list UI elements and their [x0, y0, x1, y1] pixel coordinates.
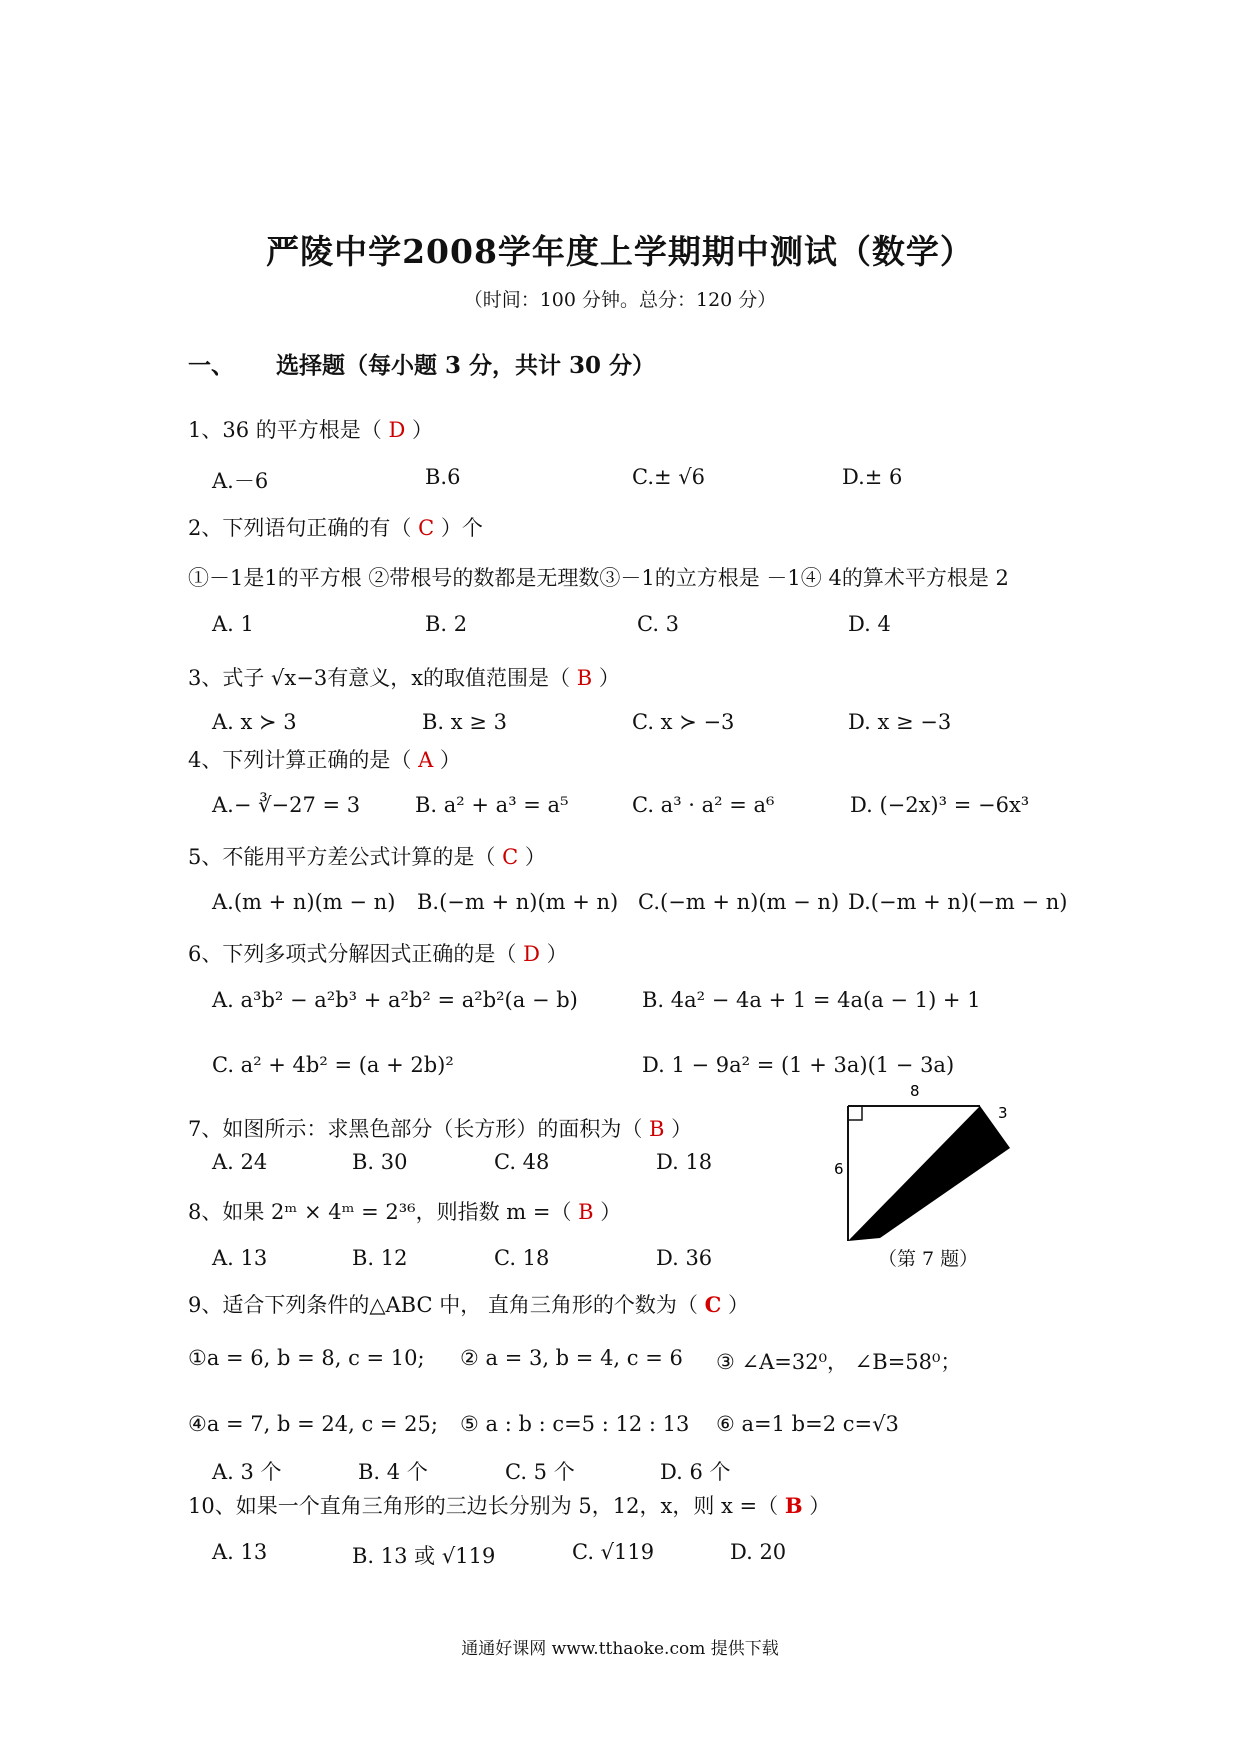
q1-option-c: C.± √6: [632, 465, 706, 489]
page-title: 严陵中学2008学年度上学期期中测试（数学）: [266, 232, 974, 271]
figure-caption: （第 7 题）: [878, 1248, 979, 1270]
q5-option-b: B.(−m + n)(m + n): [417, 890, 619, 914]
question-6: 6、下列多项式分解因式正确的是（ D ）: [188, 942, 568, 966]
q1-option-a: A.－6: [212, 469, 269, 493]
q7-option-c: C. 48: [494, 1150, 550, 1174]
q6-option-b: B. 4a² − 4a + 1 = 4a(a − 1) + 1: [642, 988, 981, 1012]
q4-option-d: D. (−2x)³ = −6x³: [850, 793, 1030, 817]
q2-option-b: B. 2: [425, 612, 468, 636]
q9-condition-4: ④a = 7, b = 24, c = 25;: [188, 1412, 438, 1436]
q6-option-c: C. a² + 4b² = (a + 2b)²: [212, 1053, 454, 1077]
answer-1: D: [388, 418, 406, 442]
q9-condition-6: ⑥ a=1 b=2 c=√3: [716, 1412, 899, 1436]
figure-label-top: 8: [910, 1082, 920, 1100]
q9-option-c: C. 5 个: [505, 1460, 575, 1484]
q5-option-a: A.(m + n)(m − n): [212, 890, 396, 914]
q4-option-c: C. a³ · a² = a⁶: [632, 793, 775, 817]
q3-option-a: A. x ≻ 3: [212, 710, 297, 734]
question-3: 3、式子 √x−3有意义，x的取值范围是（ B ）: [188, 666, 620, 690]
answer-4: A: [418, 748, 434, 772]
q10-option-a: A. 13: [212, 1540, 268, 1564]
q9-condition-5: ⑤ a : b : c=5 : 12 : 13: [460, 1412, 690, 1436]
q5-option-c: C.(−m + n)(m − n): [638, 890, 840, 914]
q9-option-b: B. 4 个: [358, 1460, 428, 1484]
question-1: 1、36 的平方根是（ D ）: [188, 418, 433, 442]
question-7-figure: [820, 1078, 1020, 1264]
q7-option-a: A. 24: [212, 1150, 268, 1174]
question-2: 2、下列语句正确的有（ C ）个: [188, 516, 483, 540]
q2-option-c: C. 3: [637, 612, 680, 636]
q4-option-b: B. a² + a³ = a⁵: [415, 793, 569, 817]
q9-condition-2: ② a = 3, b = 4, c = 6: [460, 1346, 683, 1370]
exam-info: （时间：100 分钟。总分：120 分）: [463, 289, 777, 311]
q3-option-d: D. x ≥ −3: [848, 710, 952, 734]
q9-condition-3: ③ ∠A=32⁰， ∠B=58⁰；: [716, 1350, 962, 1374]
black-rectangle: [848, 1106, 1010, 1241]
q6-option-d: D. 1 − 9a² = (1 + 3a)(1 − 3a): [642, 1053, 955, 1077]
q3-option-b: B. x ≥ 3: [422, 710, 507, 734]
q5-option-d: D.(−m + n)(−m − n): [848, 890, 1068, 914]
question-8: 8、如果 2ᵐ × 4ᵐ = 2³⁶，则指数 m =（ B ）: [188, 1200, 622, 1224]
q10-option-b: B. 13 或 √119: [352, 1544, 496, 1568]
answer-5: C: [502, 845, 519, 869]
q8-option-a: A. 13: [212, 1246, 268, 1270]
q4-option-a: A.− ∛−27 = 3: [212, 793, 361, 817]
footer-credit: 通通好课网 www.tthaoke.com 提供下载: [461, 1639, 779, 1659]
q10-option-c: C. √119: [572, 1540, 655, 1564]
section-number: 一、: [188, 352, 234, 379]
q9-option-d: D. 6 个: [660, 1460, 731, 1484]
figure-label-right: 3: [998, 1104, 1008, 1122]
answer-9: C: [704, 1292, 722, 1317]
q10-option-d: D. 20: [730, 1540, 787, 1564]
answer-10: B: [784, 1493, 803, 1518]
answer-8: B: [578, 1200, 594, 1224]
question-10: 10、如果一个直角三角形的三边长分别为 5，12，x，则 x =（ B ）: [188, 1493, 831, 1518]
q1-option-d: D.± 6: [842, 465, 903, 489]
q9-condition-1: ①a = 6, b = 8, c = 10;: [188, 1346, 425, 1370]
question-9: 9、适合下列条件的△ABC 中， 直角三角形的个数为（ C ）: [188, 1292, 750, 1317]
q6-option-a: A. a³b² − a²b³ + a²b² = a²b²(a − b): [212, 988, 578, 1012]
answer-3: B: [576, 666, 593, 690]
q7-option-b: B. 30: [352, 1150, 408, 1174]
section-title: 选择题（每小题 3 分，共计 30 分）: [276, 352, 656, 379]
figure-label-left: 6: [834, 1160, 844, 1178]
q1-option-b: B.6: [425, 465, 461, 489]
q8-option-c: C. 18: [494, 1246, 550, 1270]
answer-7: B: [649, 1117, 665, 1141]
question-7: 7、如图所示：求黑色部分（长方形）的面积为（ B ）: [188, 1117, 693, 1141]
q8-option-b: B. 12: [352, 1246, 408, 1270]
answer-6: D: [523, 942, 540, 966]
q8-option-d: D. 36: [656, 1246, 713, 1270]
q7-option-d: D. 18: [656, 1150, 713, 1174]
q2-option-d: D. 4: [848, 612, 891, 636]
right-angle-marker: [848, 1106, 862, 1120]
q2-statement: ①－1是1的平方根 ②带根号的数都是无理数③－1的立方根是 －1④ 4的算术平方根是 2: [188, 566, 1009, 590]
question-5: 5、不能用平方差公式计算的是（ C ）: [188, 845, 546, 869]
q2-option-a: A. 1: [212, 612, 254, 636]
question-4: 4、下列计算正确的是（ A ）: [188, 748, 461, 772]
q3-option-c: C. x ≻ −3: [632, 710, 735, 734]
q9-option-a: A. 3 个: [212, 1460, 282, 1484]
answer-2: C: [418, 516, 435, 540]
